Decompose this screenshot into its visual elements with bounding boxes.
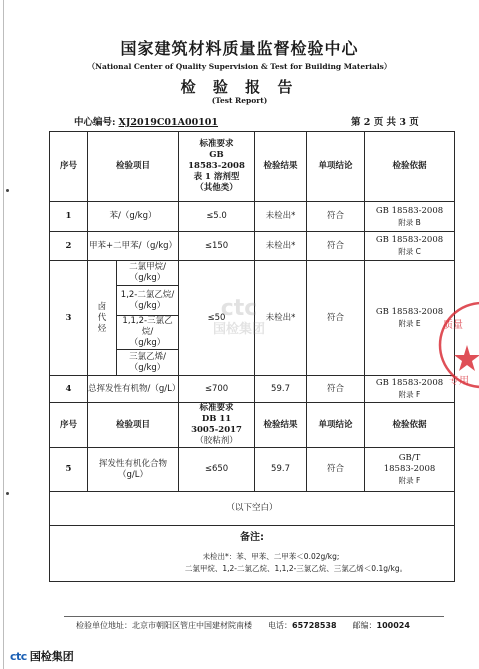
seal-text: 质量	[443, 320, 463, 331]
std-line: 3005-2017	[191, 425, 242, 435]
row-basis	[365, 261, 455, 376]
col-header-standard	[179, 132, 255, 202]
basis-appendix: 附录 F	[398, 476, 421, 485]
col-header-basis: 检验依据	[365, 403, 455, 448]
std-line: 18583-2008	[188, 161, 245, 171]
report-title-en: (Test Report)	[211, 96, 268, 105]
basis-appendix: 附录 E	[398, 319, 421, 328]
logo-company-name: 国检集团	[29, 650, 74, 663]
sub-item-line: （g/kg）	[129, 338, 166, 348]
address-label: 检验单位地址：	[76, 621, 132, 630]
org-title-cn: 国家建筑材料质量监督检验中心	[120, 39, 359, 58]
basis-appendix: 附录 F	[398, 390, 421, 399]
col-header-seq: 序号	[50, 132, 88, 202]
table-header-row	[50, 132, 455, 202]
group-char: 卤	[97, 301, 107, 312]
address-value: 北京市朝阳区管庄中国建材院南楼	[132, 621, 252, 630]
basis-standard: GB 18583-2008	[375, 378, 444, 388]
row-result: 59.7	[255, 448, 307, 492]
std-line: 标准要求	[199, 139, 234, 149]
row-conclusion: 符合	[307, 202, 365, 232]
row-requirement: ≤5.0	[179, 202, 255, 232]
footer-divider	[64, 616, 444, 617]
row-conclusion: 符合	[307, 448, 365, 492]
col-header-conclusion: 单项结论	[307, 403, 365, 448]
center-number-value: XJ2019C01A00101	[118, 117, 219, 128]
group-char: 烃	[97, 323, 107, 334]
basis-standard: GB/T	[398, 453, 421, 463]
ctc-logo-icon: ctc	[10, 649, 27, 663]
std-line: DB 11	[201, 414, 232, 424]
remarks-line: 二氯甲烷、1,2-二氯乙烷、1,1,2-三氯乙烷、三氯乙烯＜0.1g/kg。	[184, 564, 408, 573]
remarks-title: 备注:	[240, 532, 264, 543]
phone-value: 65728538	[292, 621, 337, 630]
std-line: 标准要求	[199, 403, 234, 413]
table-row	[50, 376, 455, 403]
center-number	[74, 114, 218, 128]
std-line: （其他类）	[195, 183, 238, 193]
row-result: 未检出*	[255, 202, 307, 232]
row-conclusion: 符合	[307, 261, 365, 376]
row-conclusion: 符合	[307, 376, 365, 403]
basis-appendix: 附录 C	[398, 247, 421, 256]
row-seq: 4	[50, 376, 88, 403]
row-requirement: ≤650	[179, 448, 255, 492]
row-item: 苯/（g/kg）	[88, 202, 179, 232]
report-title-cn: 检 验 报 告	[180, 78, 299, 96]
blank-row	[50, 492, 455, 526]
basis-standard: 18583-2008	[383, 464, 436, 474]
col-header-item: 检验项目	[88, 132, 179, 202]
watermark-text: 国检集团	[212, 322, 265, 337]
postcode-value: 100024	[376, 621, 410, 630]
remarks-line: 未检出*：苯、甲苯、二甲苯＜0.02g/kg;	[202, 552, 340, 561]
sub-item-line: 二氯甲烷/（g/kg）	[129, 262, 166, 283]
row-basis	[365, 202, 455, 232]
sub-item	[117, 286, 179, 316]
sub-item-line: （g/kg）	[129, 300, 166, 311]
row-conclusion: 符合	[307, 232, 365, 261]
row-basis	[365, 448, 455, 492]
test-result-table	[49, 131, 455, 582]
std-line: （胶粘剂）	[195, 436, 238, 446]
row-item: 总挥发性有机物/（g/L）	[88, 376, 179, 403]
group-char: 代	[97, 312, 107, 323]
col-header-conclusion: 单项结论	[307, 132, 365, 202]
ctc-logo	[10, 648, 74, 664]
table-row	[50, 261, 455, 286]
postcode-label: 邮编：	[352, 621, 377, 630]
table-row	[50, 232, 455, 261]
sub-item	[117, 316, 179, 350]
col-header-result: 检验结果	[255, 132, 307, 202]
row-seq: 5	[50, 448, 88, 492]
row-item: 挥发性有机化合物（g/L）	[88, 448, 179, 492]
remarks-row	[50, 526, 455, 582]
row-seq: 3	[50, 261, 88, 376]
basis-standard: GB 18583-2008	[375, 235, 444, 245]
col-header-result: 检验结果	[255, 403, 307, 448]
center-number-label: 中心编号:	[74, 117, 116, 128]
row-result: 59.7	[255, 376, 307, 403]
seal-star-icon	[454, 345, 479, 371]
sub-item-line: 1,2-二氯乙烷/	[120, 289, 175, 300]
row-seq: 1	[50, 202, 88, 232]
col-header-standard	[179, 403, 255, 448]
row-requirement: ≤50	[179, 261, 255, 376]
sub-item	[117, 261, 179, 286]
sub-item-line: 三氯乙烯/（g/kg）	[129, 351, 166, 373]
watermark-mark: ctc	[220, 296, 258, 321]
blank-below-note: （以下空白）	[50, 492, 455, 526]
row-requirement: ≤700	[179, 376, 255, 403]
basis-standard: GB 18583-2008	[375, 307, 444, 317]
col-header-basis: 检验依据	[365, 132, 455, 202]
phone-label: 电话：	[268, 621, 292, 630]
col-header-seq: 序号	[50, 403, 88, 448]
remarks-cell	[50, 526, 455, 582]
binding-hole-dot	[6, 492, 9, 495]
basis-appendix: 附录 B	[398, 217, 421, 227]
sub-item	[117, 350, 179, 376]
sub-item-line: 1,1,2-三氯乙烷/	[122, 316, 173, 337]
basis-standard: GB 18583-2008	[375, 205, 444, 216]
table-row	[50, 448, 455, 492]
row-basis	[365, 376, 455, 403]
row-seq: 2	[50, 232, 88, 261]
page-info: 第 2 页 共 3 页	[351, 117, 419, 128]
row-item: 甲苯+二甲苯/（g/kg）	[88, 232, 179, 261]
col-header-item: 检验项目	[88, 403, 179, 448]
seal-text: 专用	[449, 376, 469, 387]
row-result: 未检出*	[255, 261, 307, 376]
table-row	[50, 202, 455, 232]
table-header-row	[50, 403, 455, 448]
row-basis	[365, 232, 455, 261]
row-group-label	[88, 261, 117, 376]
std-line: 表 1 溶剂型	[193, 172, 240, 182]
std-line: GB	[209, 150, 224, 160]
binding-hole-dot	[6, 189, 9, 192]
row-requirement: ≤150	[179, 232, 255, 261]
org-title-en: （National Center of Quality Supervision & Test for Building Materials）	[87, 62, 392, 71]
row-result: 未检出*	[255, 232, 307, 261]
footer-info	[76, 620, 410, 631]
